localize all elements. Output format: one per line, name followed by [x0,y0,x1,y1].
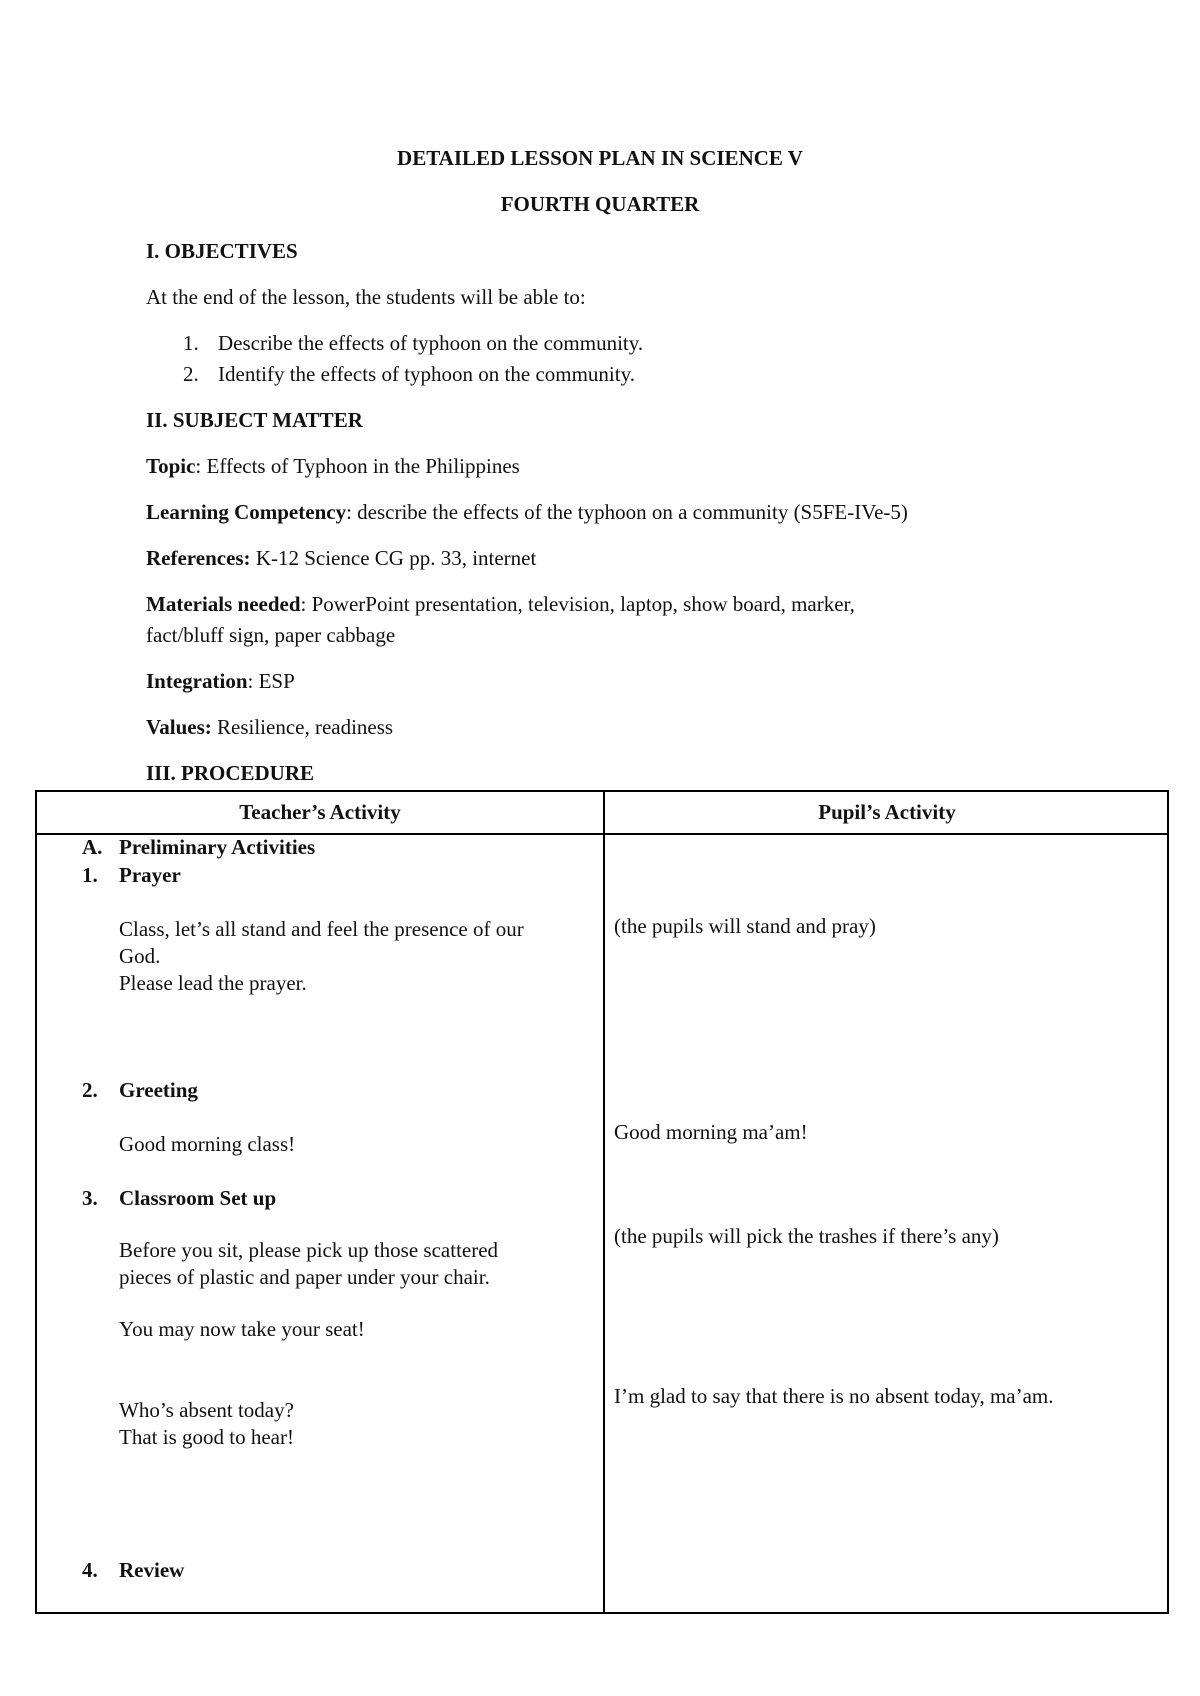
integration-label: Integration [146,669,248,693]
objective-item-1: Describe the effects of typhoon on the community. [218,331,644,355]
procedure-heading: III. PROCEDURE [146,761,315,785]
prayer-text-line3: Please lead the prayer. [119,971,307,995]
prayer-number: 1. [82,863,98,887]
column-divider [603,792,605,1612]
review-label: Review [119,1558,185,1582]
objective-item-2: Identify the effects of typhoon on the community. [218,362,635,386]
prelim-letter: A. [82,835,103,859]
competency-line [146,499,908,525]
subject-matter-heading: II. SUBJECT MATTER [146,408,363,432]
objective-number-1: 1. [183,331,199,355]
review-number: 4. [82,1558,98,1582]
prayer-label: Prayer [119,863,181,887]
competency-label: Learning Competency [146,500,347,524]
values-label: Values: [146,715,212,739]
prayer-pupil-text: (the pupils will stand and pray) [614,914,876,938]
materials-value-continued: fact/bluff sign, paper cabbage [146,623,396,647]
setup-number: 3. [82,1186,98,1210]
references-value: K-12 Science CG pp. 33, internet [250,546,537,570]
integration-line [146,668,295,694]
references-line [146,545,536,571]
greeting-number: 2. [82,1078,98,1102]
greeting-pupil-text: Good morning ma’am! [614,1120,808,1144]
integration-value: : ESP [247,669,295,693]
setup-pupil-text: (the pupils will pick the trashes if there’s any) [614,1224,999,1248]
absent-text-line1: Who’s absent today? [119,1398,294,1422]
setup-label: Classroom Set up [119,1186,277,1210]
competency-value: : describe the effects of the typhoon on a community (S5FE-IVe-5) [346,500,908,524]
setup-text-line1: Before you sit, please pick up those scattered [119,1238,499,1262]
absent-text-line2: That is good to hear! [119,1425,294,1449]
objectives-heading: I. OBJECTIVES [146,239,298,263]
prayer-text-line2: God. [119,944,161,968]
references-label: References: [146,546,251,570]
setup-text-line2: pieces of plastic and paper under your chair. [119,1265,490,1289]
absent-pupil-text: I’m glad to say that there is no absent today, ma’am. [614,1384,1054,1408]
pupil-activity-header: Pupil’s Activity [818,800,956,824]
objectives-intro: At the end of the lesson, the students will be able to: [146,285,586,309]
teacher-activity-header: Teacher’s Activity [239,800,401,824]
seat-text: You may now take your seat! [119,1317,365,1341]
prelim-label: Preliminary Activities [119,835,316,859]
values-line [146,714,393,740]
prayer-text-line1: Class, let’s all stand and feel the presence of our [119,917,524,941]
greeting-teacher-text: Good morning class! [119,1132,296,1156]
materials-label: Materials needed [146,592,301,616]
document-title: DETAILED LESSON PLAN IN SCIENCE V [397,146,803,170]
objective-number-2: 2. [183,362,199,386]
document-subtitle: FOURTH QUARTER [500,192,700,216]
topic-line [146,453,520,479]
materials-line [146,591,855,617]
topic-label: Topic [146,454,196,478]
values-value: Resilience, readiness [211,715,394,739]
materials-value: : PowerPoint presentation, television, laptop, show board, marker, [300,592,855,616]
greeting-label: Greeting [119,1078,198,1102]
topic-value: : Effects of Typhoon in the Philippines [195,454,520,478]
